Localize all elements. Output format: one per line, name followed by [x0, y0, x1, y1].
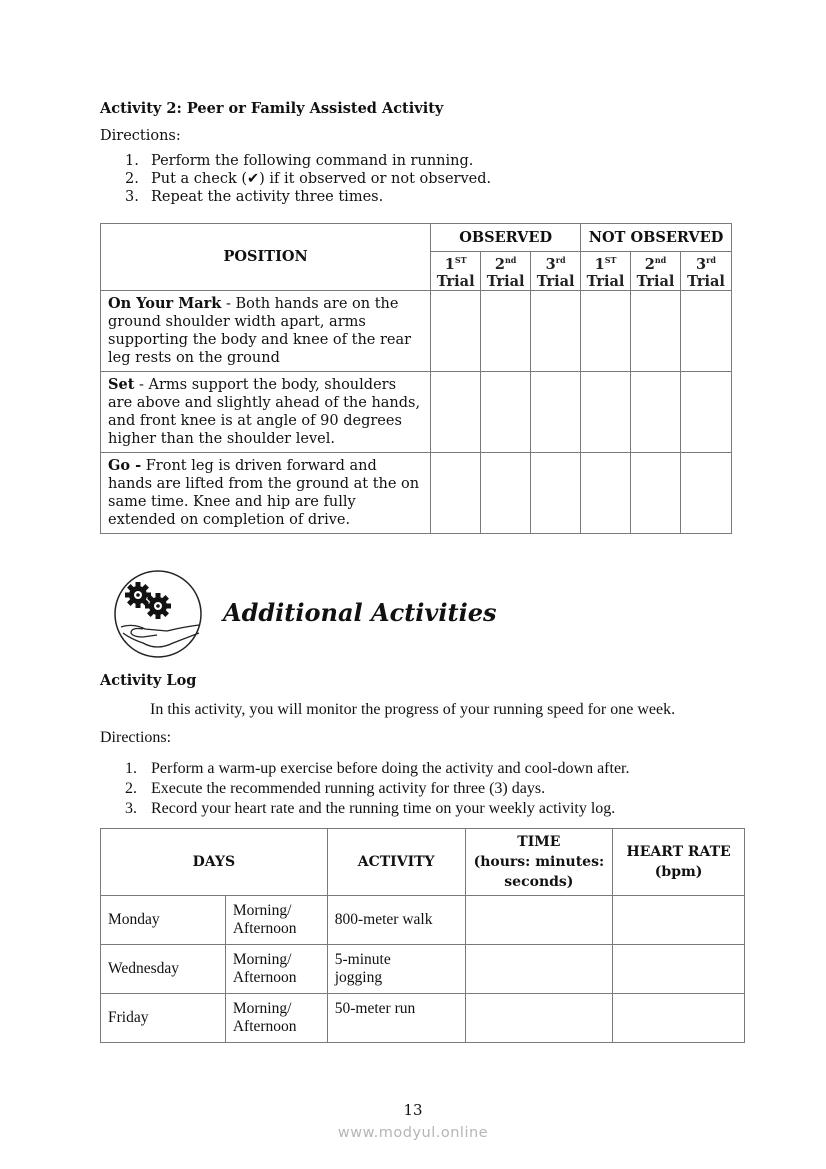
trial-header: 3rd Trial [680, 252, 731, 291]
position-header: POSITION [101, 224, 431, 291]
activity-cell: 5-minute jogging [327, 945, 465, 994]
direction-item: 3. Record your heart rate and the running time on your weekly activity log. [125, 800, 616, 817]
activity2-directions-label: Directions: [100, 128, 181, 144]
heart-rate-entry-cell[interactable] [613, 945, 745, 994]
direction-item: 1. Perform the following command in running. [125, 153, 474, 169]
days-header: DAYS [101, 829, 328, 896]
time-of-day-cell: Morning/ Afternoon [225, 994, 327, 1043]
activity-cell: 800-meter walk [327, 896, 465, 945]
time-header: TIME (hours: minutes: seconds) [465, 829, 613, 896]
table-row [101, 896, 745, 945]
check-cell[interactable] [680, 371, 731, 452]
check-cell[interactable] [581, 290, 631, 371]
direction-item: 1. Perform a warm-up exercise before doing the activity and cool-down after. [125, 760, 630, 777]
heart-rate-header: HEART RATE (bpm) [613, 829, 745, 896]
table-row [101, 290, 732, 371]
check-cell[interactable] [531, 371, 581, 452]
check-cell[interactable] [680, 452, 731, 533]
position-cell: Set - Arms support the body, shoulders are above and slightly ahead of the hands, and front knee is at angle of 90 degrees higher than the shoulder level. [101, 371, 431, 452]
check-cell[interactable] [431, 371, 481, 452]
observation-table [100, 223, 732, 534]
day-cell: Friday [101, 994, 226, 1043]
activity-log-directions-list [125, 759, 629, 819]
check-cell[interactable] [631, 290, 681, 371]
direction-item: 2. Execute the recommended running activity for three (3) days. [125, 780, 546, 797]
trial-header: 2nd Trial [631, 252, 681, 291]
position-cell: On Your Mark - Both hands are on the ground shoulder width apart, arms supporting the body and knee of the rear leg rests on the ground [101, 290, 431, 371]
check-cell[interactable] [531, 452, 581, 533]
observed-header: OBSERVED [431, 224, 581, 252]
check-cell[interactable] [581, 371, 631, 452]
table-row [101, 994, 745, 1043]
trial-header: 2nd Trial [481, 252, 531, 291]
table-row [101, 371, 732, 452]
activity-header: ACTIVITY [327, 829, 465, 896]
trial-header: 1ST Trial [431, 252, 481, 291]
additional-activities-heading: Additional Activities [223, 598, 497, 627]
day-cell: Monday [101, 896, 226, 945]
check-cell[interactable] [431, 452, 481, 533]
gears-in-hand-icon [113, 569, 203, 663]
position-cell: Go - Front leg is driven forward and hands are lifted from the ground at the on same time. Knee and hip are fully extended on completion of drive. [101, 452, 431, 533]
direction-item: 3. Repeat the activity three times. [125, 189, 384, 205]
time-entry-cell[interactable] [465, 896, 613, 945]
activity2-title: Activity 2: Peer or Family Assisted Activity [100, 100, 444, 117]
check-cell[interactable] [431, 290, 481, 371]
check-cell[interactable] [531, 290, 581, 371]
activity-log-title: Activity Log [100, 672, 197, 689]
check-cell[interactable] [680, 290, 731, 371]
heart-rate-entry-cell[interactable] [613, 896, 745, 945]
direction-item: 2. Put a check (✔) if it observed or not observed. [125, 171, 492, 187]
trial-header: 3rd Trial [531, 252, 581, 291]
trial-header: 1ST Trial [581, 252, 631, 291]
watermark: www.modyul.online [337, 1125, 489, 1141]
check-cell[interactable] [631, 371, 681, 452]
table-row [101, 452, 732, 533]
check-cell[interactable] [481, 452, 531, 533]
table-row [101, 945, 745, 994]
heart-rate-entry-cell[interactable] [613, 994, 745, 1043]
check-cell[interactable] [481, 371, 531, 452]
day-cell: Wednesday [101, 945, 226, 994]
time-of-day-cell: Morning/ Afternoon [225, 945, 327, 994]
check-cell[interactable] [631, 452, 681, 533]
not-observed-header: NOT OBSERVED [581, 224, 732, 252]
page-number: 13 [403, 1101, 423, 1119]
time-of-day-cell: Morning/ Afternoon [225, 896, 327, 945]
activity-log-intro: In this activity, you will monitor the progress of your running speed for one week. [150, 701, 676, 718]
time-entry-cell[interactable] [465, 945, 613, 994]
activity-log-table [100, 828, 745, 1043]
time-entry-cell[interactable] [465, 994, 613, 1043]
check-cell[interactable] [481, 290, 531, 371]
check-cell[interactable] [581, 452, 631, 533]
activity2-directions-list [125, 152, 491, 206]
activity-cell: 50-meter run [327, 994, 465, 1043]
activity-log-directions-label: Directions: [100, 729, 172, 746]
